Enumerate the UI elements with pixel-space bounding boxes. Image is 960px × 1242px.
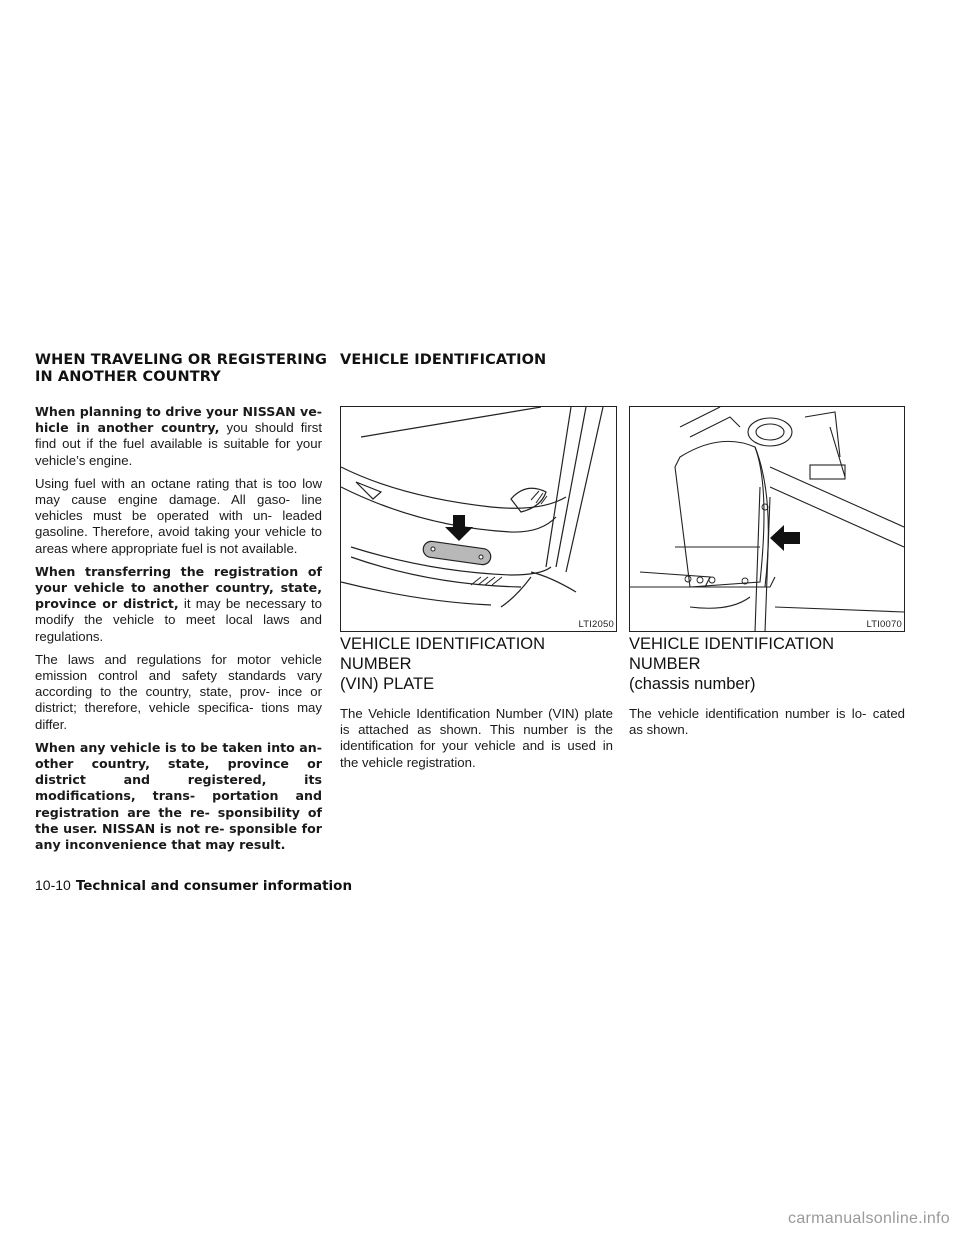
- vin-plate-heading-line-1: VEHICLE IDENTIFICATION NUMBER: [340, 635, 546, 673]
- page-number: 10-10: [35, 877, 71, 893]
- chassis-number-text: The vehicle identification number is lo- cated as shown.: [629, 706, 905, 738]
- paragraph-responsibility: [35, 740, 322, 853]
- right-column-body: [629, 634, 905, 745]
- middle-column-body: [340, 634, 613, 778]
- vin-plate-text: The Vehicle Identification Number (VIN) plate is attached as shown. This number is the identification for your vehicle and is used in the vehicle registration.: [340, 706, 613, 770]
- paragraph-fuel-text: you should first find out if the fuel available is suitable for your vehicle’s engine.: [35, 420, 322, 468]
- heading-line-1: WHEN TRAVELING OR REGISTERING: [35, 352, 328, 368]
- section-title: Technical and consumer information: [75, 878, 353, 894]
- left-column-body: [35, 404, 322, 860]
- chassis-number-heading-line-2: (chassis number): [629, 675, 756, 693]
- vin-plate-heading: [340, 634, 613, 694]
- section-heading-traveling: [35, 352, 327, 386]
- paragraph-registration-bold: When transferring the registration of your vehicle to another country, state, province or district,: [35, 563, 322, 612]
- paragraph-fuel: [35, 404, 322, 469]
- vin-plate-figure: [340, 406, 617, 632]
- paragraph-registration-text: it may be necessary to modify the vehicle to meet local laws and regulations.: [35, 596, 322, 644]
- vin-plate-illustration: [341, 407, 616, 631]
- figure-code: LTI2050: [578, 619, 614, 630]
- heading-line-2: IN ANOTHER COUNTRY: [35, 369, 221, 385]
- section-heading-vehicle-identification: VEHICLE IDENTIFICATION: [340, 352, 547, 368]
- watermark: carmanualsonline.info: [788, 1210, 950, 1227]
- figure-code: LTI0070: [866, 619, 902, 630]
- paragraph-registration: [35, 564, 322, 645]
- vin-plate-heading-line-2: (VIN) PLATE: [340, 675, 435, 693]
- paragraph-laws: The laws and regulations for motor vehicle emission control and safety standards vary according to the country, state, prov- ince or district; therefore, vehicle specifica- tions may differ.: [35, 651, 322, 732]
- paragraph-octane: Using fuel with an octane rating that is too low may cause engine damage. All gaso- line vehicles must be operated with un- leaded gasoline. Therefore, avoid taking your vehicle to areas where appropriate fuel is not available.: [35, 475, 322, 556]
- paragraph-responsibility-bold: When any vehicle is to be taken into an- other country, state, province or district and registered, its modifications, trans- portation and registration are the re- sponsibility of the user. NISSAN is not re- sponsible for any inconvenience that may result.: [35, 739, 322, 853]
- chassis-number-illustration: [630, 407, 904, 631]
- page-footer: [35, 877, 352, 895]
- chassis-number-figure: [629, 406, 905, 632]
- paragraph-fuel-bold: When planning to drive your NISSAN ve- hicle in another country,: [35, 404, 322, 436]
- chassis-number-heading: [629, 634, 905, 694]
- chassis-number-heading-line-1: VEHICLE IDENTIFICATION NUMBER: [629, 635, 835, 673]
